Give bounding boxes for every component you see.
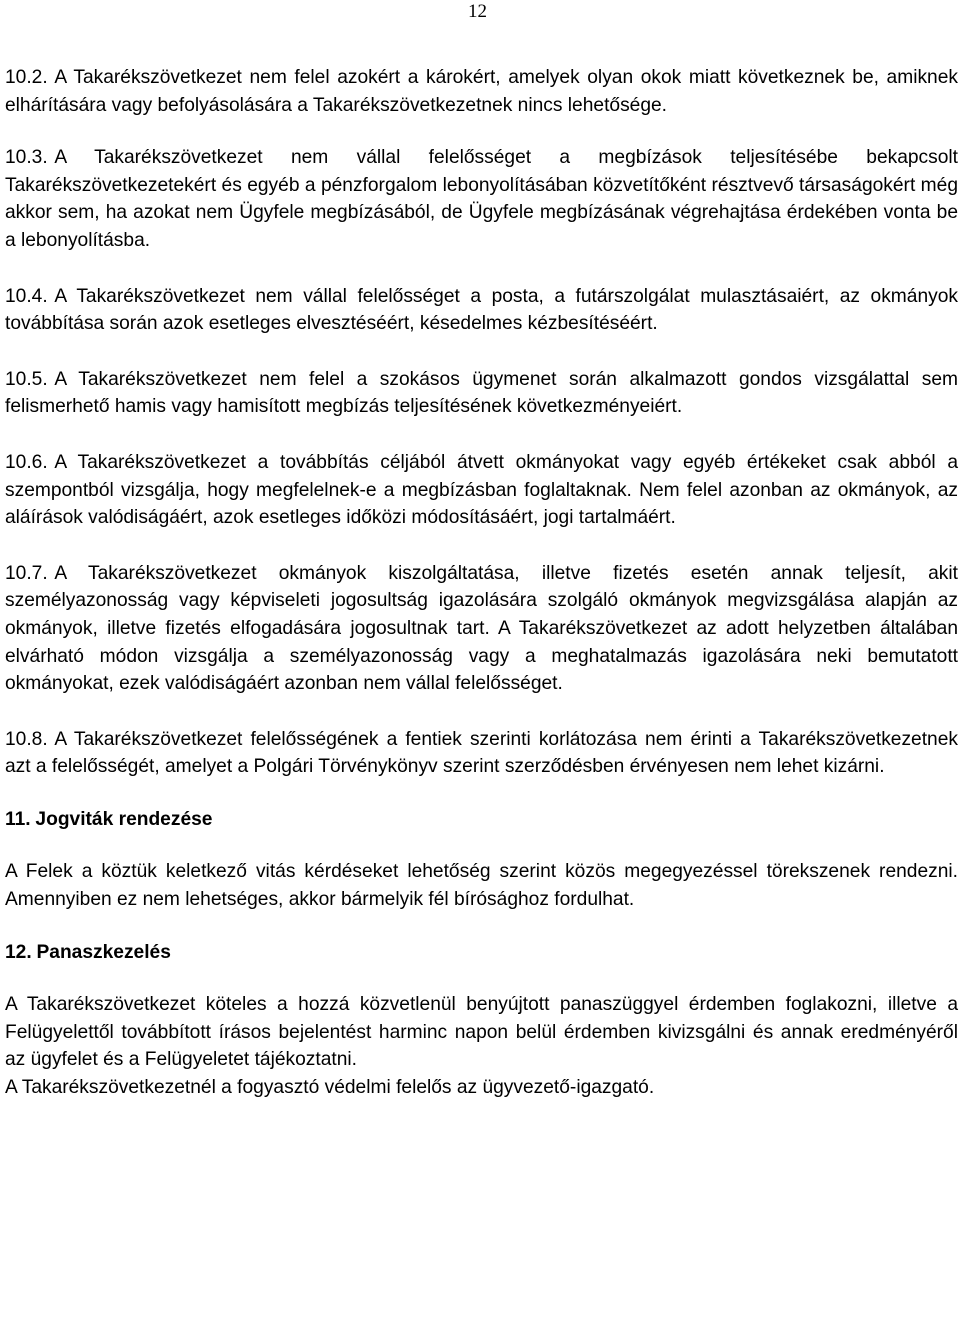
paragraph-text: A Takarékszövetkezet a továbbítás céljából átvett okmányokat vagy egyéb értékeket csak abból a szempontból vizsgálja, hogy megfelelnek-e a megbízásban foglaltaknak. Nem felel azonban az okmányok, az aláírások valódiságáért, azok esetleges időközi módosításáért, jogi tartalmáért. — [5, 451, 958, 529]
paragraph-text: A Takarékszövetkezet nem felel azokért a károkért, amelyek olyan okok miatt következnek be, amiknek elhárítására vagy befolyásolására a Takarékszövetkezetnek nincs lehetősége. — [5, 67, 958, 116]
paragraph-10-7 — [5, 560, 958, 698]
paragraph-10-5 — [5, 366, 958, 421]
paragraph-number: 10.6. — [5, 451, 48, 473]
paragraph-text: A Takarékszövetkezet nem felel a szokásos ügymenet során alkalmazott gondos vizsgálattal sem felismerhető hamis vagy hamisított megbízás teljesítésének következményeiért. — [5, 368, 958, 418]
page-number: 12 — [468, 1, 487, 22]
section-title: Panaszkezelés — [36, 941, 171, 963]
section-11-text: A Felek a köztük keletkező vitás kérdéseket lehetőség szerint közös megegyezéssel törekszenek rendezni. Amennyiben ez nem lehetséges, akkor bármelyik fél bírósághoz fordulhat. — [5, 861, 958, 911]
section-12-text: A Takarékszövetkezet köteles a hozzá közvetlenül benyújtott panaszüggyel érdemben foglakozni, illetve a Felügyelettől továbbított írásos bejelentést harminc napon belül érdemben kivizsgálni és annak eredményéről az ügyfelet és a Felügyeletet tájékoztatni. — [5, 994, 958, 1071]
paragraph-10-8 — [5, 726, 958, 781]
paragraph-number: 10.2. — [5, 67, 48, 88]
paragraph-10-3 — [5, 144, 958, 254]
paragraph-number: 10.8. — [5, 728, 48, 750]
paragraph-10-2 — [5, 64, 958, 119]
paragraph-number: 10.5. — [5, 368, 48, 390]
section-number: 12. — [5, 941, 32, 963]
paragraph-text: A Takarékszövetkezet felelősségének a fentiek szerinti korlátozása nem érinti a Takarékszövetkezetnek azt a felelősségét, amelyet a Polgári Törvénykönyv szerint szerződésben érvényesen nem lehet kizárni. — [5, 728, 958, 778]
section-heading-11 — [5, 806, 958, 834]
document-body — [5, 64, 958, 1102]
section-heading-12 — [5, 939, 958, 967]
paragraph-text: A Takarékszövetkezet okmányok kiszolgáltatása, illetve fizetés esetén annak teljesít, akit személyazonosság vagy képviseleti jogosultság igazolására szolgáló okmányok megvizsgálása alapján az okmányok, illetve fizetés elfogadására jogosultnak tart. A Takarékszövetkezet az adott helyzetben általában elvárható módon vizsgálja a személyazonosság vagy a meghatalmazás igazolására neki bemutatott okmányokat, ezek valódiságáért azonban nem vállal felelősséget. — [5, 562, 958, 695]
paragraph-10-4 — [5, 283, 958, 338]
section-title: Jogviták rendezése — [35, 808, 213, 830]
section-number: 11. — [5, 808, 31, 830]
section-12-text-2: A Takarékszövetkezetnél a fogyasztó védelmi felelős az ügyvezető-igazgató. — [5, 1077, 655, 1099]
paragraph-number: 10.3. — [5, 147, 48, 169]
paragraph-10-6 — [5, 449, 958, 532]
paragraph-number: 10.7. — [5, 562, 48, 584]
paragraph-number: 10.4. — [5, 285, 48, 307]
paragraph-text: A Takarékszövetkezet nem vállal felelősséget a posta, a futárszolgálat mulasztásaiért, az okmányok továbbítása során azok esetleges elvesztéséért, késedelmes kézbesítéséért. — [5, 285, 958, 335]
paragraph-text: A Takarékszövetkezet nem vállal felelősséget a megbízások teljesítésébe bekapcsolt Takarékszövetkezetekért és egyéb a pénzforgalom lebonyolításában közvetítőként résztvevő társaságokért még akkor sem, ha azokat nem Ügyfele megbízásából, de Ügyfele megbízásának végrehajtása érdekében vonta be a lebonyolításba. — [5, 147, 958, 251]
